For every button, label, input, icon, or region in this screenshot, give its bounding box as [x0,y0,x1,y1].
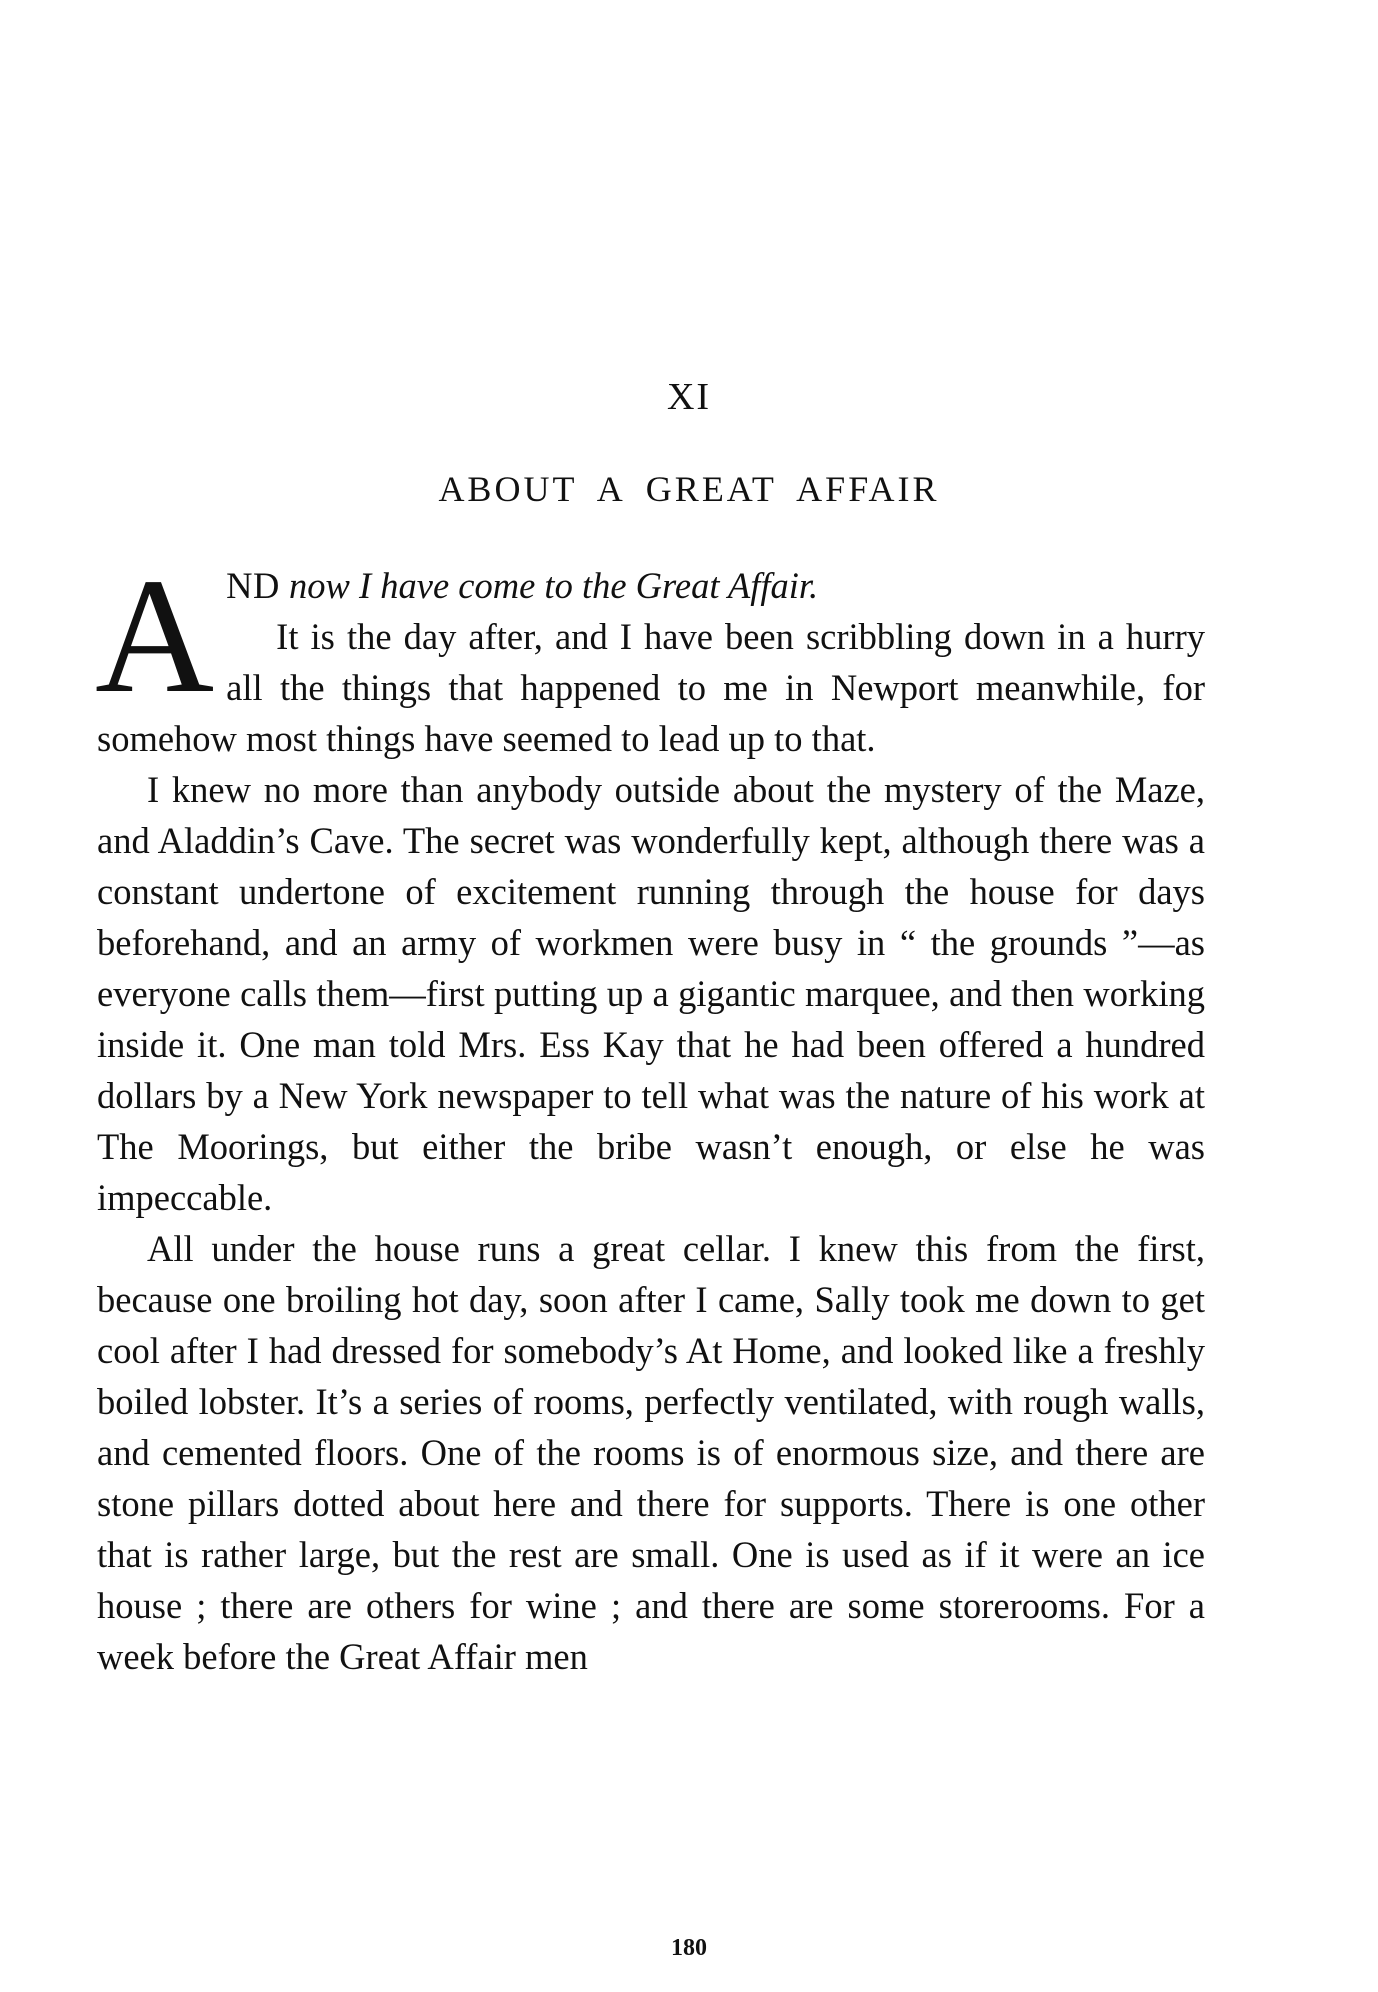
paragraph-3: I knew no more than anybody outside about the mystery of the Maze, and Aladdin’s Cave. The secret was wonderfully kept, although there was a constant undertone of excitement running through the house for days beforehand, and an army of workmen were busy in “ the grounds ”—as everyone calls them—first putting up a gigantic marquee, and then working inside it. One man told Mrs. Ess Kay that he had been offered a hundred dollars by a New York newspaper to tell what was the nature of his work at The Moorings, but either the bribe wasn’t enough, or else he was impeccable. [97,769,1205,1218]
paragraph-1-text: now I have come to the Great Affair. [279,565,819,606]
drop-cap: A [95,544,215,727]
body-text [95,544,1205,1682]
chapter-number: XI [666,376,712,418]
drop-cap-continuation: ND [226,565,280,606]
paragraph-4: All under the house runs a great cellar. I knew this from the first, because one broiling hot day, soon after I came, Sally took me down to get cool after I had dressed for somebody’s At Home, and looked like a freshly boiled lobster. It’s a series of rooms, perfectly ventilated, with rough walls, and cemented floors. One of the rooms is of enormous size, and there are stone pillars dotted about here and there for supports. There is one other that is rather large, but the rest are small. One is used as if it were an ice house ; there are others for wine ; and there are some storerooms. For a week before the Great Affair men [97,1228,1205,1677]
chapter-title: ABOUT A GREAT AFFAIR [438,469,940,509]
paragraph-2: It is the day after, and I have been scribbling down in a hurry all the things that happened to me in Newport meanwhile, for somehow most things have seemed to lead up to that. [97,616,1205,759]
page-number: 180 [671,1935,707,1961]
